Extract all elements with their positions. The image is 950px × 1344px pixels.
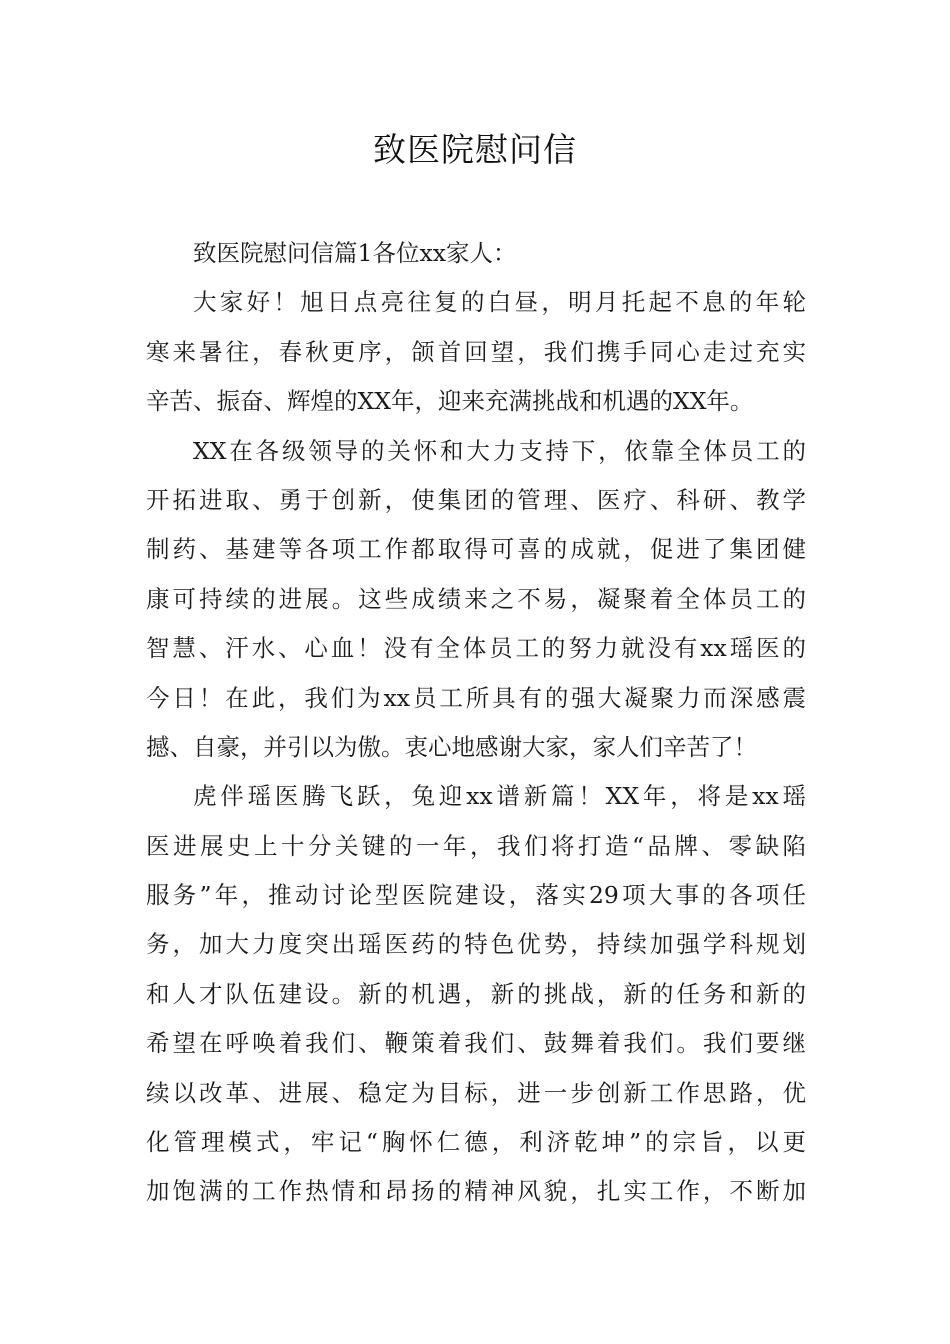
text-line: 撼、自豪，并引以为傲。衷心地感谢大家，家人们辛苦了！ (146, 732, 757, 761)
text-line: 医进展史上十分关键的一年，我们将打造“品牌、零缺陷 (146, 831, 806, 860)
text-line: 和人才队伍建设。新的机遇，新的挑战，新的任务和新的 (146, 979, 806, 1008)
text-line: 大家好！旭日点亮往复的白昼，明月托起不息的年轮 (193, 288, 806, 317)
text-line: 今日！在此，我们为xx员工所具有的强大凝聚力而深感震 (146, 683, 806, 712)
text-line: 开拓进取、勇于创新，使集团的管理、医疗、科研、教学 (146, 485, 806, 514)
text-line: XX在各级领导的关怀和大力支持下，依靠全体员工的 (193, 436, 806, 465)
text-line: 化管理模式，牢记“胸怀仁德，利济乾坤”的宗旨，以更 (146, 1128, 806, 1157)
text-line: 务，加大力度突出瑶医药的特色优势，持续加强学科规划 (146, 930, 806, 959)
text-line: 智慧、汗水、心血！没有全体员工的努力就没有xx瑶医的 (146, 634, 806, 663)
document-body (146, 229, 806, 1217)
text-line: 续以改革、进展、稳定为目标，进一步创新工作思路，优 (146, 1078, 806, 1107)
text-line: 辛苦、振奋、辉煌的XX年，迎来充满挑战和机遇的XX年。 (146, 387, 754, 416)
text-line: 希望在呼唤着我们、鞭策着我们、鼓舞着我们。我们要继 (146, 1029, 806, 1058)
text-line: 加饱满的工作热情和昂扬的精神风貌，扎实工作，不断加 (146, 1177, 806, 1206)
text-line: 致医院慰问信篇1各位xx家人： (193, 239, 517, 267)
document-title: 致医院慰问信 (373, 130, 577, 169)
text-line: 服务”年，推动讨论型医院建设，落实29项大事的各项任 (146, 881, 806, 910)
text-line: 寒来暑往，春秋更序，颌首回望，我们携手同心走过充实 (146, 337, 806, 366)
text-line: 虎伴瑶医腾飞跃，兔迎xx谱新篇！XX年，将是xx瑶 (193, 782, 806, 811)
text-line: 制药、基建等各项工作都取得可喜的成就，促进了集团健 (146, 535, 806, 564)
text-line: 康可持续的进展。这些成绩来之不易，凝聚着全体员工的 (146, 584, 806, 613)
